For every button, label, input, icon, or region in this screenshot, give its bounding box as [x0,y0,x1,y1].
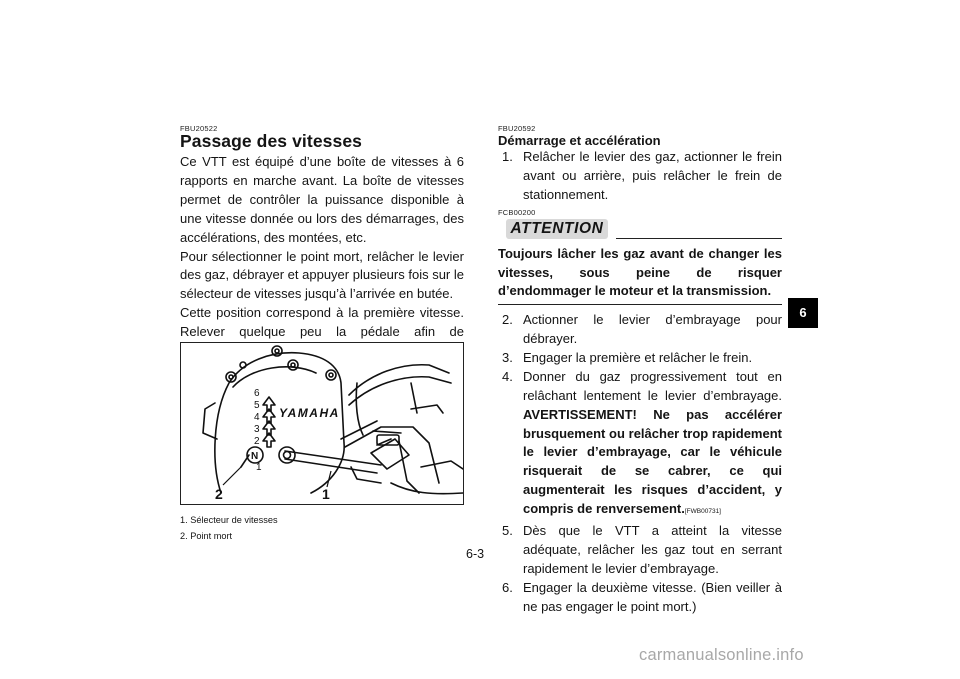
warning-text: AVERTISSEMENT! Ne pas accélérer brusquement ou relâcher trop rapidement le levier d’embrayage, car le véhicule risquerait de se cabrer, ce qui augmenterait les risques d’accident, y compris de renversement. [523,406,782,517]
list-item [498,148,782,205]
gear-number: 4 [254,412,260,423]
section-code: FBU20522 [180,124,218,133]
callout-number: 1 [322,486,330,502]
section-code: FBU20592 [498,124,536,133]
gear-number: 1 [256,462,262,473]
gear-number: 2 [254,436,260,447]
gear-shift-figure [180,342,464,505]
section-title: Passage des vitesses [180,131,362,151]
list-item [498,349,782,368]
callout-number: 2 [215,486,223,502]
right-column [498,133,782,617]
step-text: Relâcher le levier des gaz, actionner le frein avant ou arrière, puis relâcher le frein de stationnement. [523,149,782,202]
attention-code: FCB00200 [498,207,536,217]
step-number: 4. [502,368,513,384]
step-number: 6. [502,579,513,595]
section-title: Démarrage et accélération [498,133,661,148]
brand-logo: YAMAHA [279,406,340,420]
page-number: 6-3 [466,547,485,561]
step-text: Actionner le levier d’embrayage pour débrayer. [523,312,782,347]
watermark: carmanualsonline.info [639,646,804,664]
caption-item: 1. Sélecteur de vitesses [180,515,278,525]
gear-number: 3 [254,424,260,435]
gear-number: 5 [254,400,260,411]
step-text: Engager la deuxième vitesse. (Bien veiller à ne pas engager le point mort.) [523,579,782,614]
divider [616,238,782,239]
divider [498,304,782,305]
list-item [498,522,782,579]
step-text: Engager la première et relâcher le frein. [523,349,753,365]
step-number: 3. [502,349,513,365]
attention-label: ATTENTION [506,219,608,239]
step-text: Dès que le VTT a atteint la vitesse adéquate, relâcher les gaz tout en serrant rapidement le levier d’embrayage. [523,523,782,576]
paragraph: Ce VTT est équipé d’une boîte de vitesses à 6 rapports en marche avant. La boîte de vitesses permet de contrôler la puissance disponible à une vitesse donnée ou lors des démarrages, des accélérations, des montées, etc. [180,154,464,245]
chapter-tab: 6 [788,298,818,328]
steps-list [498,148,782,205]
step-number: 2. [502,312,513,328]
gear-number-neutral: N [251,451,259,462]
paragraph: Cette position correspond à la première vitesse. Relever quelque peu la pédale afin de [180,305,464,340]
attention-header [498,219,782,241]
engine-illustration [181,343,463,504]
warning-ref: [FWB00731] [684,508,721,516]
attention-text: Toujours lâcher les gaz avant de changer les vitesses, sous peine de risquer d’endommager le moteur et la transmission. [498,245,782,299]
step-number: 5. [502,523,513,539]
step-text: Donner du gaz progressivement tout en relâchant lentement le levier d’embrayage. [523,368,782,403]
list-item [498,368,782,522]
list-item [498,311,782,349]
steps-list [498,311,782,617]
caption-item: 2. Point mort [180,531,233,541]
figure-captions [180,512,278,544]
step-number: 1. [502,149,513,164]
gear-number: 6 [254,388,260,399]
paragraph: Pour sélectionner le point mort, relâcher le levier des gaz, débrayer et appuyer plusieurs fois sur le sélecteur de vitesses jusqu’à l’arrivée en butée. [180,248,464,302]
list-item [498,579,782,617]
